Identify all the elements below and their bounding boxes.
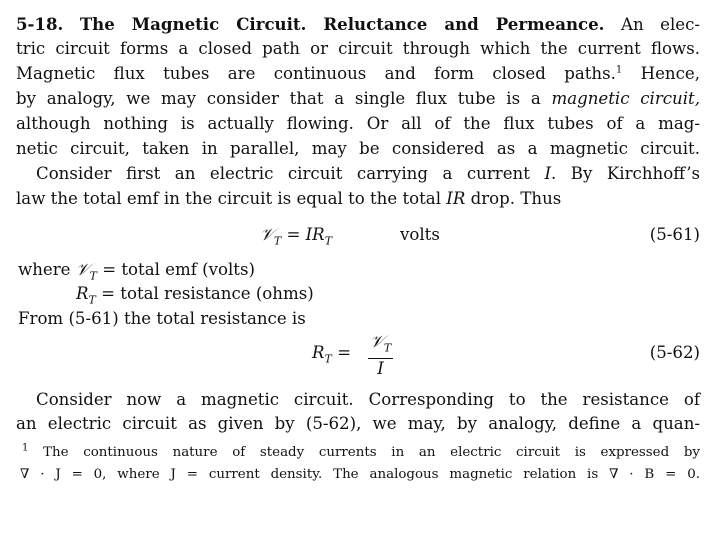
resistance-definition: = total resistance (ohms): [101, 284, 314, 303]
para2-line1: [36, 164, 700, 184]
ir-symbol: IR: [446, 189, 466, 208]
fraction-denominator: I: [377, 359, 384, 379]
footnote-line2: ∇ · J = 0, where J = current density. The analogous magnetic relation is ∇ · B = 0.: [20, 467, 700, 482]
fraction-numerator: 𝒱$_T$: [368, 332, 393, 359]
equation-5-61: [16, 225, 700, 247]
para3-line2: an electric circuit as given by (5-62), we may, by analogy, define a quan-: [16, 414, 700, 433]
para1-line3-text: Magnetic flux tubes are continuous and form closed paths.: [16, 64, 616, 83]
from-line: From (5-61) the total resistance is: [18, 309, 306, 328]
footnote-ref: 1: [615, 64, 623, 76]
equation-5-61-number: (5-61): [649, 225, 700, 244]
para1-line2: tric circuit forms a closed path or circuit through which the current flows.: [16, 39, 700, 58]
where-label: where: [18, 260, 71, 279]
current-symbol: I: [544, 164, 551, 183]
emf-symbol: 𝒱$_T$: [75, 260, 97, 283]
para2-line1-text: Consider first an electric circuit carrying a current: [36, 164, 545, 183]
footnote-line1: [22, 444, 700, 462]
para2-line2: [16, 189, 632, 209]
para1-line3-tail: Hence,: [622, 64, 700, 83]
footnote-text-1: The continuous nature of steady currents in an electric circuit is expressed by: [28, 445, 700, 460]
heading-line-tail: An elec-: [620, 15, 700, 34]
equation-5-62-lhs: $R_T$ =: [312, 343, 352, 366]
para1-line3: [16, 64, 700, 84]
resistance-symbol: $R_T$: [76, 284, 96, 307]
para2-line2-text: law the total emf in the circuit is equal to the total: [16, 189, 447, 208]
para2-line1-tail: . By Kirchhoff’s: [551, 164, 700, 183]
section-heading-line: [16, 14, 700, 35]
equation-5-61-unit: volts: [400, 225, 440, 244]
section-title: The Magnetic Circuit. Reluctance and Permeance.: [79, 14, 605, 34]
equation-5-62-fraction: [368, 332, 393, 379]
footnote-marker: 1: [22, 442, 29, 454]
emf-definition: = total emf (volts): [102, 260, 255, 279]
para3-line1: Consider now a magnetic circuit. Corresponding to the resistance of: [36, 390, 700, 409]
para1-line5: although nothing is actually flowing. Or all of the flux tubes of a mag-: [16, 114, 700, 133]
para1-line6: netic circuit, taken in parallel, may be considered as a magnetic circuit.: [16, 139, 700, 158]
equation-5-62: [16, 332, 700, 378]
magnetic-circuit-term: magnetic circuit,: [551, 89, 700, 108]
where-row-1: [18, 260, 255, 286]
para1-line4: [16, 89, 700, 109]
equation-5-61-lhs: 𝒱$_T$ = $IR_T$: [260, 225, 333, 248]
where-row-2: [76, 284, 314, 310]
para2-line2-tail: drop. Thus: [465, 189, 562, 208]
equation-5-62-number: (5-62): [649, 343, 700, 362]
para1-line4-text: by analogy, we may consider that a single flux tube is a: [16, 89, 552, 108]
section-number: 5-18.: [16, 14, 64, 34]
